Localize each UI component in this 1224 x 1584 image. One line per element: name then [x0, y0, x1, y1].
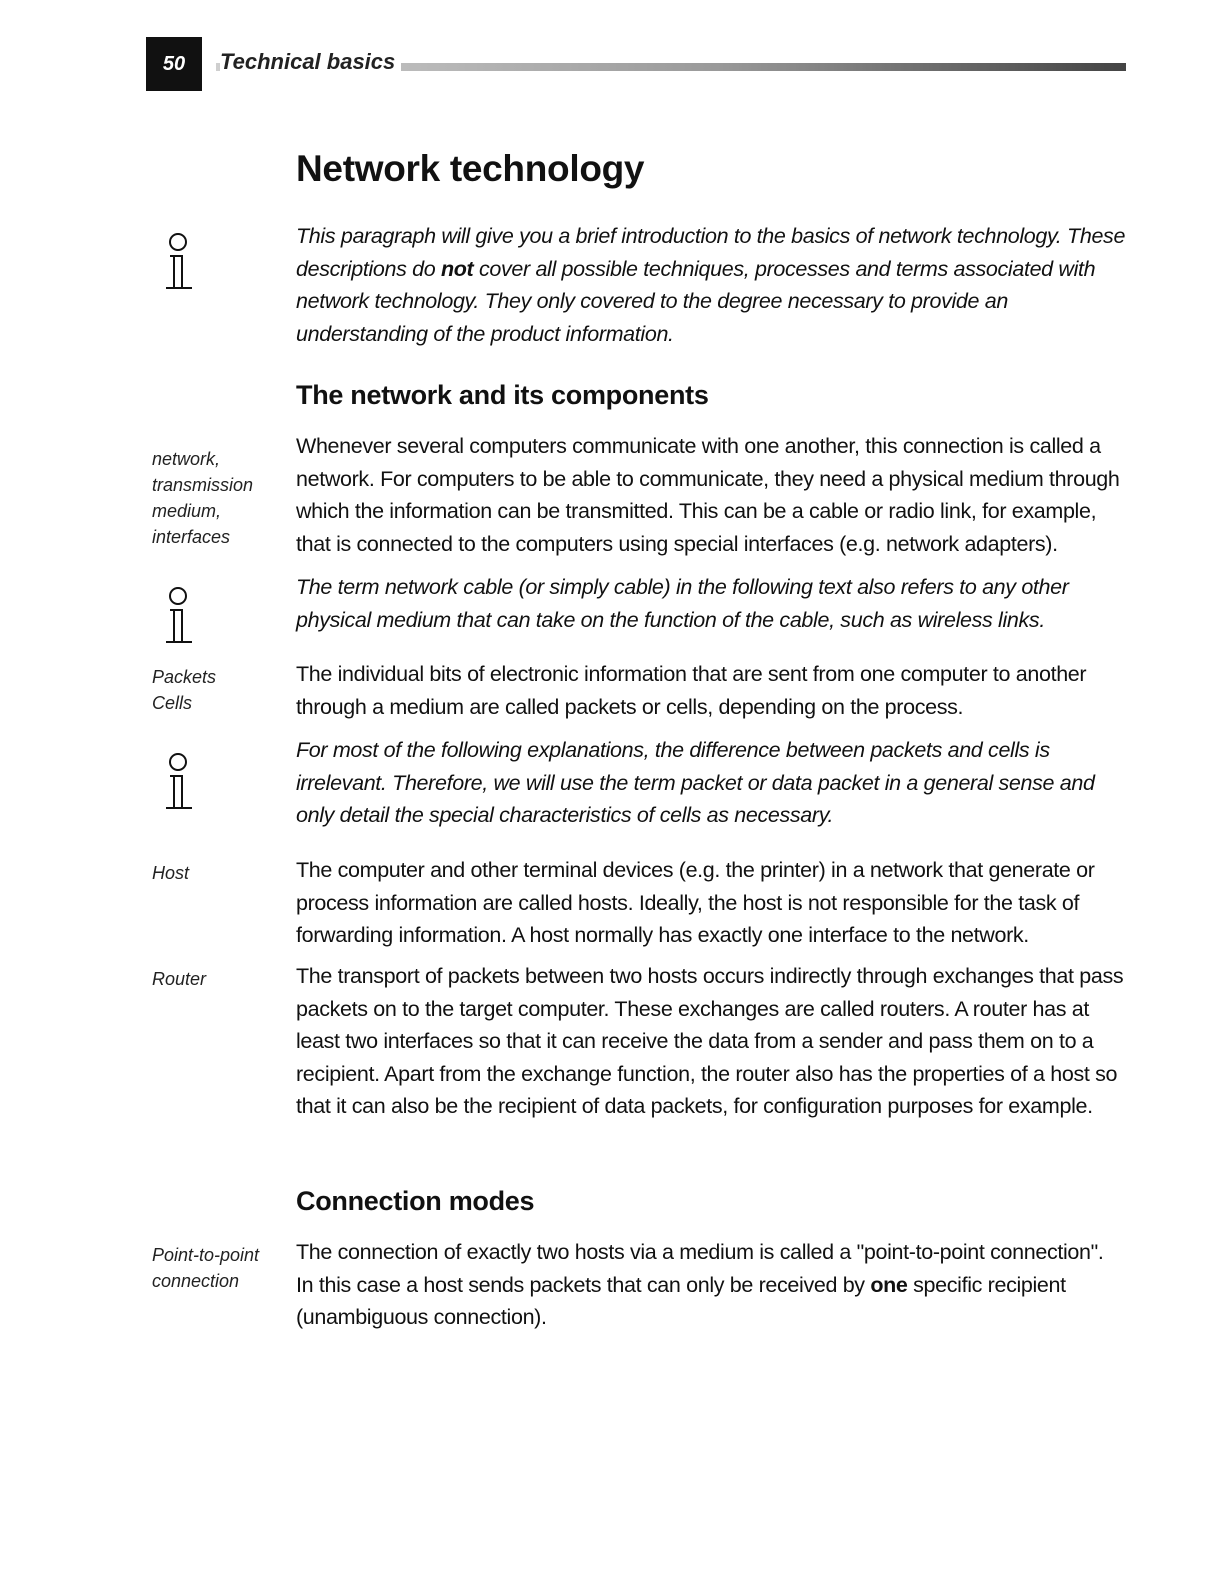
- margin-note-host: Host: [152, 863, 190, 883]
- margin-note-router: Router: [152, 969, 207, 989]
- note-packets-cells: For most of the following explanations, the difference between packets and cells is irrelevant. Therefore, we will use the term packet or data packet in a general sense and only detail the special characteristics of cells as necessary.: [296, 738, 1095, 827]
- p2p-emphasis: one: [870, 1272, 908, 1297]
- paragraph-network: Whenever several computers communicate with one another, this connection is called a network. For computers to be able to communicate, they need a physical medium through which the information can be transmitted. This can be a cable or radio link, for example, that is connected to the computers using special interfaces (e.g. network adapters).: [296, 434, 1120, 556]
- info-icon: [160, 232, 202, 296]
- heading-connection-modes: Connection modes: [296, 1186, 535, 1216]
- page-number: 50: [146, 37, 202, 91]
- margin-note-point-to-point: Point-to-point connection: [152, 1245, 260, 1291]
- intro-emphasis: not: [440, 256, 474, 281]
- page-header: [146, 37, 1126, 91]
- paragraph-router: The transport of packets between two hosts occurs indirectly through exchanges that pass packets on to the target computer. These exchanges are called routers. A router has at least two interfaces so that it can receive the data from a sender and pass them on to a recipient. Apart from the exchange function, the router also has the properties of a host so that it can also be the recipient of data packets, for configuration purposes for example.: [296, 964, 1124, 1118]
- info-icon: [160, 752, 202, 816]
- heading-network-components: The network and its components: [296, 380, 709, 410]
- paragraph-point-to-point: The connection of exactly two hosts via a medium is called a "point-to-point connection". In this case a host sends packets that can only be received by one specific recipient (unambiguous connection).: [296, 1240, 1104, 1329]
- intro-note: This paragraph will give you a brief introduction to the basics of network technology. These descriptions do not cover all possible techniques, processes and terms associated with network technology. They only covered to the degree necessary to provide an understanding of the product information.: [296, 224, 1126, 346]
- running-section-title: Technical basics: [220, 49, 401, 75]
- page-title: Network technology: [296, 148, 645, 189]
- margin-note-network: network, transmission medium, interfaces: [152, 449, 254, 547]
- paragraph-host: The computer and other terminal devices (e.g. the printer) in a network that generate or process information are called hosts. Ideally, the host is not responsible for the task of forwarding information. A host normally has exactly one interface to the network.: [296, 858, 1095, 947]
- paragraph-packets: The individual bits of electronic information that are sent from one computer to another through a medium are called packets or cells, depending on the process.: [296, 662, 1087, 719]
- note-network-cable: The term network cable (or simply cable) in the following text also refers to any other physical medium that can take on the function of the cable, such as wireless links.: [296, 575, 1069, 632]
- info-icon: [160, 586, 202, 650]
- margin-note-packets: Packets Cells: [152, 667, 217, 713]
